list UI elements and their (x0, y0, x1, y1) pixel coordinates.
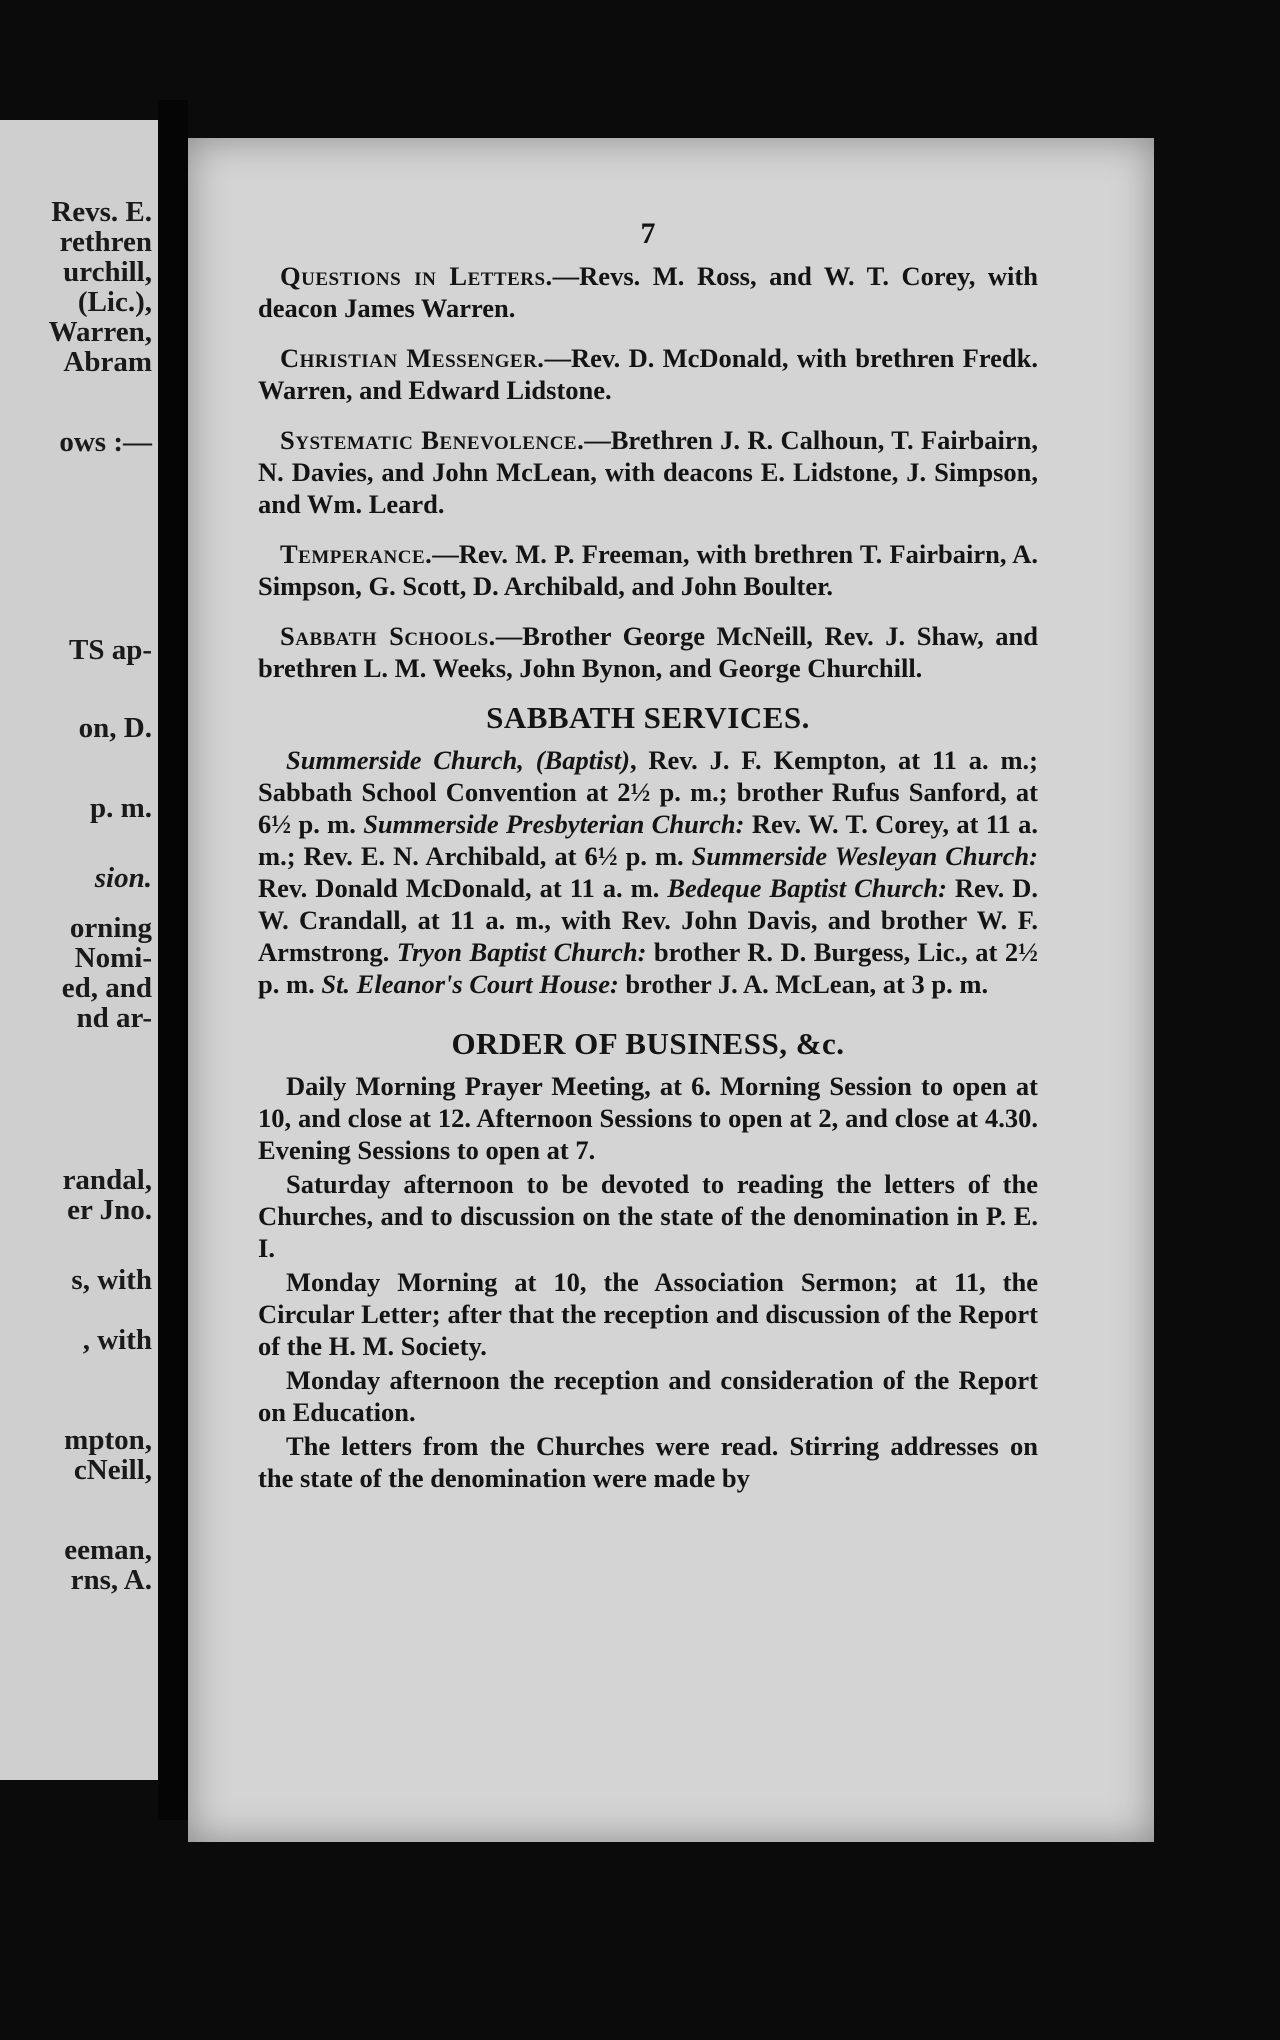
left-page-line: Abram (63, 346, 152, 378)
committee-members: —Brother George McNeill, Rev. J. Shaw, and brethren L. M. Weeks, John Bynon, and George Churchill. (258, 621, 1038, 683)
committee-entry (258, 424, 1038, 520)
business-paragraph: Monday Morning at 10, the Association Sermon; at 11, the Circular Letter; after that the reception and discussion of the Report of the H. M. Society. (258, 1267, 1038, 1361)
order-of-business-body (258, 1070, 1038, 1494)
left-page-line: Revs. E. (51, 196, 152, 228)
left-page-line: rns, A. (70, 1564, 152, 1596)
left-page-line: TS ap- (68, 634, 152, 666)
service-details: brother J. A. McLean, at 3 p. m. (618, 969, 989, 999)
left-page-line: mpton, (64, 1424, 152, 1456)
sabbath-services-paragraph (258, 744, 1038, 1000)
left-page-line: (Lic.), (77, 286, 152, 318)
church-name: Tryon Baptist Church: (396, 937, 647, 967)
previous-page-fragment (0, 120, 158, 1780)
left-page-line: , with (82, 1324, 152, 1356)
church-name: Summerside Church, (Baptist) (286, 745, 630, 775)
service-details: Rev. D. W. Crandall, at 11 a. m., with Rev. John Davis, and brother W. F. Armstrong. (258, 873, 1038, 967)
left-page-line: urchill, (63, 256, 152, 288)
committee-title: Sabbath Schools. (280, 621, 496, 651)
left-page-line: rethren (59, 226, 152, 258)
left-page-line: Nomi- (74, 942, 152, 974)
church-name: St. Eleanor's Court House: (321, 969, 619, 999)
business-paragraph: The letters from the Churches were read. Stirring addresses on the state of the denomination were made by (258, 1431, 1038, 1493)
order-of-business-heading: ORDER OF BUSINESS, &c. (451, 1026, 845, 1061)
committee-entry (258, 538, 1038, 602)
service-details: , Rev. J. F. Kempton, at 11 a. m.; Sabbath School Convention at 2½ p. m.; brother Rufus Sanford, at 6½ p. m. (258, 745, 1038, 839)
committee-entry (258, 620, 1038, 684)
left-page-line: ows :— (59, 426, 152, 458)
left-page-line: eeman, (64, 1534, 152, 1566)
left-page-line: orning (69, 912, 152, 944)
church-name: Summerside Presbyterian Church: (363, 809, 745, 839)
service-details: brother R. D. Burgess, Lic., at 2½ p. m. (258, 937, 1038, 999)
left-page-line: p. m. (89, 792, 152, 824)
committee-members: —Revs. M. Ross, and W. T. Corey, with deacon James Warren. (258, 261, 1038, 323)
left-page-line: nd ar- (76, 1002, 152, 1034)
service-details: Rev. W. T. Corey, at 11 a. m.; Rev. E. N. Archibald, at 6½ p. m. (258, 809, 1038, 871)
committee-entry (258, 260, 1038, 324)
document-page (188, 138, 1154, 1842)
committee-title: Systematic Benevolence. (280, 425, 585, 455)
church-name: Bedeque Baptist Church: (667, 873, 947, 903)
left-page-line: cNeill, (73, 1454, 152, 1486)
committee-list (258, 260, 1038, 684)
left-page-line: sion. (94, 862, 152, 894)
page-content (258, 218, 1038, 1496)
business-paragraph: Daily Morning Prayer Meeting, at 6. Morning Session to open at 10, and close at 12. Afternoon Sessions to open at 2, and close at 4.30. Evening Sessions to open at 7. (258, 1071, 1038, 1165)
book-gutter (158, 100, 188, 1820)
committee-title: Temperance. (280, 539, 433, 569)
left-page-line: on, D. (78, 712, 152, 744)
business-paragraph: Monday afternoon the reception and consideration of the Report on Education. (258, 1365, 1038, 1427)
service-details: Rev. Donald McDonald, at 11 a. m. (258, 873, 668, 903)
left-page-line: s, with (71, 1264, 152, 1296)
left-page-line: ed, and (61, 972, 152, 1004)
committee-entry (258, 342, 1038, 406)
left-page-line: Warren, (48, 316, 152, 348)
committee-title: Christian Messenger. (280, 343, 545, 373)
church-name: Summerside Wesleyan Church: (691, 841, 1038, 871)
page-number: 7 (640, 217, 656, 250)
business-paragraph: Saturday afternoon to be devoted to reading the letters of the Churches, and to discussion on the state of the denomination in P. E. I. (258, 1169, 1038, 1263)
committee-members: —Rev. M. P. Freeman, with brethren T. Fairbairn, A. Simpson, G. Scott, D. Archibald, and John Boulter. (258, 539, 1038, 601)
committee-title: Questions in Letters. (280, 261, 553, 291)
left-page-line: er Jno. (67, 1194, 152, 1226)
left-page-line: randal, (62, 1164, 152, 1196)
committee-members: —Rev. D. McDonald, with brethren Fredk. Warren, and Edward Lidstone. (258, 343, 1038, 405)
committee-members: —Brethren J. R. Calhoun, T. Fairbairn, N. Davies, and John McLean, with deacons E. Lidstone, J. Simpson, and Wm. Leard. (258, 425, 1039, 519)
sabbath-services-heading: SABBATH SERVICES. (486, 700, 810, 735)
